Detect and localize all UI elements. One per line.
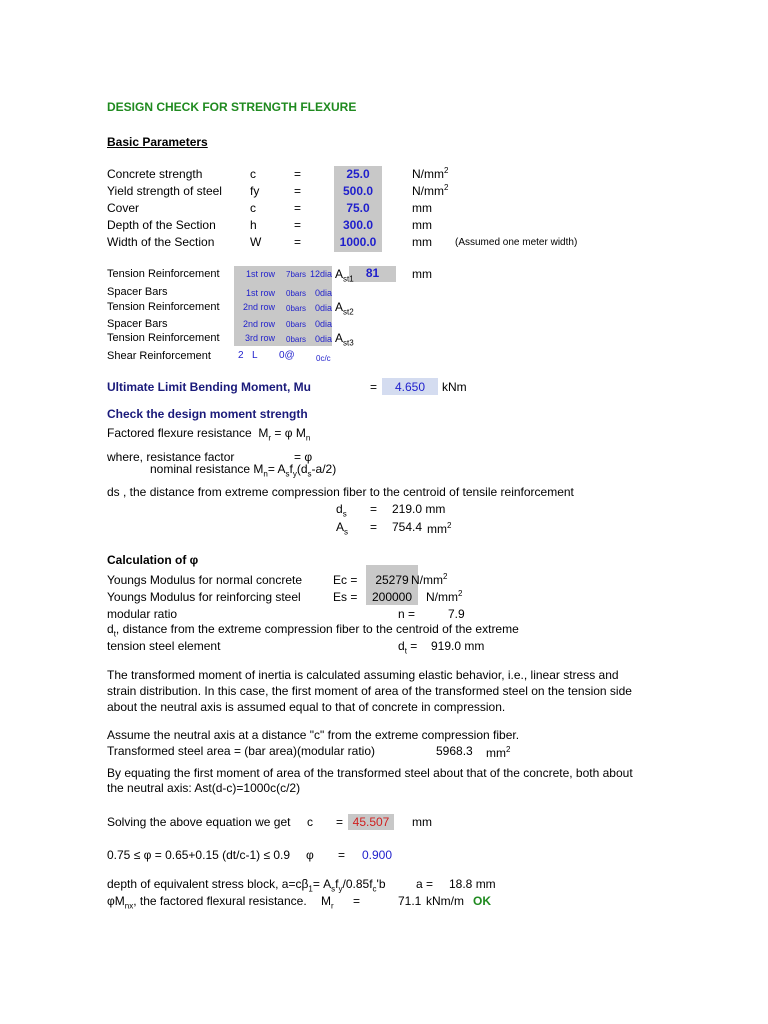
ast3-label: $A_{st3}$ [335,331,354,348]
n-value: 7.9 [448,607,465,621]
solve-value: 45.507 [352,815,390,829]
basic-parameters-heading: Basic Parameters [107,135,208,149]
reinf-dia-input[interactable]: 0dia [315,288,333,298]
ec-label: Youngs Modulus for normal concrete [107,573,302,587]
ds-symbol: $d_s$ [336,502,347,519]
dt-symbol: $d_t$ = [398,639,418,656]
width-input[interactable]: 1000.0 [339,235,377,249]
phi-equation: 0.75 ≤ φ = 0.65+0.15 (dt/c-1) ≤ 0.9 [107,848,291,862]
param-equals: = [294,235,302,249]
solve-label: Solving the above equation we get [107,815,291,829]
reinf-row: 1st row [246,269,276,279]
param-symbol: fy [250,184,260,198]
ec-symbol: Ec = [333,573,358,587]
status-ok: OK [473,894,491,908]
ec-unit: $N/mm^2$ [411,572,448,587]
reinf-label: Spacer Bars [107,318,168,330]
para2-line: By equating the first moment of area of the transformed steel about that of the concrete, both about [107,766,633,780]
factored-flexural-label: $\varphi M_{nx}$, the factored flexural resistance. [107,894,307,911]
para2-line: the neutral axis: Ast(d-c)=1000c(c/2) [107,781,301,795]
solve-equals: = [336,815,344,829]
shear-type: L [252,350,258,361]
as-symbol: $A_s$ [336,520,349,537]
dt-description: $d_t$, distance from the extreme compression fiber to the centroid of the extreme [107,622,519,639]
ast1-unit: mm [412,267,432,281]
stress-block-symbol: a = [416,877,434,891]
reinf-dia-input[interactable]: 12dia [310,269,333,279]
yield-strength-input[interactable]: 500.0 [342,184,374,198]
reinf-bars-input[interactable]: 0bars [286,320,307,329]
where-resistance-factor: where, resistance factor [107,450,235,464]
check-heading: Check the design moment strength [107,407,308,421]
as-unit: $mm^2$ [427,521,452,536]
transformed-unit: $mm^2$ [486,745,511,760]
param-symbol: c [250,167,256,181]
stress-block-value: 18.8 mm [449,877,496,891]
ulm-label: Ultimate Limit Bending Moment, Mu [107,380,311,394]
concrete-strength-input[interactable]: 25.0 [346,167,370,181]
param-equals: = [294,201,302,215]
param-label: Cover [107,201,140,215]
phi-value: 0.900 [362,848,393,862]
reinf-label: Tension Reinforcement [107,332,220,344]
param-equals: = [294,167,302,181]
reinf-row: 3rd row [245,333,276,343]
reinf-row: 2nd row [243,302,276,312]
es-label: Youngs Modulus for reinforcing steel [107,590,301,604]
page-title: DESIGN CHECK FOR STRENGTH FLEXURE [107,100,357,114]
param-label: Depth of the Section [107,218,216,232]
ulm-input[interactable]: 4.650 [394,380,426,394]
cover-input[interactable]: 75.0 [346,201,370,215]
dt-value: 919.0 mm [431,639,485,653]
phi-symbol: φ [306,848,314,862]
mr-symbol: $M_r$ [321,894,334,911]
n-label: modular ratio [107,607,178,621]
param-unit: $N/mm^2$ [412,166,449,181]
param-unit: mm [412,201,432,215]
factored-resistance: Factored flexure resistance $M_r = \varphi$ $M_n$ [107,426,311,443]
reinf-bars-input[interactable]: 0bars [286,335,307,344]
ast1-label: $A_{st1}$ [335,267,354,284]
assume-text: Assume the neutral axis at a distance "c" from the extreme compression fiber. [107,728,520,742]
transformed-value: 5968.3 [436,744,473,758]
para1-line: The transformed moment of inertia is calculated assuming elastic behavior, i.e., linear stress and [107,668,619,682]
param-label: Yield strength of steel [107,184,222,198]
reinf-bars-input[interactable]: 0bars [286,304,307,313]
width-note: (Assumed one meter width) [455,237,578,248]
param-unit: mm [412,218,432,232]
mr-unit: kNm/m [426,894,464,908]
reinf-label: Shear Reinforcement [107,350,211,362]
mr-value: 71.1 [398,894,422,908]
as-equals: = [370,520,378,534]
ulm-unit: kNm [442,380,467,394]
reinf-row: 2nd row [243,319,276,329]
ds-description: ds , the distance from extreme compression fiber to the centroid of tensile reinforcement [107,485,574,499]
reinf-label: Spacer Bars [107,286,168,298]
reinf-dia-input[interactable]: 0dia [315,319,333,329]
para1-line: about the neutral axis is assumed equal to that of concrete in compression. [107,700,506,714]
as-value: 754.4 [392,520,423,534]
es-unit: $N/mm^2$ [426,589,463,604]
param-unit: $N/mm^2$ [412,183,449,198]
solve-unit: mm [412,815,432,829]
where-phi: = φ [294,450,313,464]
param-symbol: W [250,235,262,249]
stress-block-label: depth of equivalent stress block, $a=c\beta_1= A_sf_y/0.85f_c'b$ [107,877,386,894]
param-label: Width of the Section [107,235,215,249]
ulm-equals: = [370,380,378,394]
transformed-label: Transformed steel area = (bar area)(modular ratio) [107,744,375,758]
nominal-resistance: nominal resistance $M_n= A_sf_y(d_s-a/2)$ [150,462,337,479]
reinf-dia-input[interactable]: 0dia [315,303,333,313]
param-equals: = [294,218,302,232]
es-symbol: Es = [333,590,358,604]
phi-calc-heading: Calculation of φ [107,553,199,567]
mr-equals: = [353,894,361,908]
ast2-label: $A_{st2}$ [335,300,354,317]
ast1-value: 81 [365,266,380,280]
reinf-label: Tension Reinforcement [107,301,220,313]
depth-input[interactable]: 300.0 [342,218,374,232]
solve-symbol: c [307,815,313,829]
ec-value[interactable]: 25279 [375,573,409,587]
param-symbol: c [250,201,256,215]
ds-value: 219.0 mm [392,502,446,516]
param-unit: mm [412,235,432,249]
shear-legs-input[interactable]: 2 [238,350,244,361]
shear-dia-input[interactable]: 0@ [279,350,295,361]
para1-line: strain distribution. In this case, the first moment of area of the transformed steel on the tension side [107,684,632,698]
param-label: Concrete strength [107,167,203,181]
dt-line2: tension steel element [107,639,221,653]
ds-equals: = [370,502,378,516]
reinf-label: Tension Reinforcement [107,268,220,280]
param-symbol: h [250,218,257,232]
reinf-dia-input[interactable]: 0dia [315,334,333,344]
es-value[interactable]: 200000 [371,590,413,604]
reinf-bars-input[interactable]: 0bars [286,289,307,298]
phi-equals: = [338,848,346,862]
reinf-row: 1st row [246,288,276,298]
n-symbol: n = [398,607,416,621]
shear-spacing-input[interactable]: 0c/c [316,354,331,363]
param-equals: = [294,184,302,198]
reinf-bars-input[interactable]: 7bars [286,270,307,279]
